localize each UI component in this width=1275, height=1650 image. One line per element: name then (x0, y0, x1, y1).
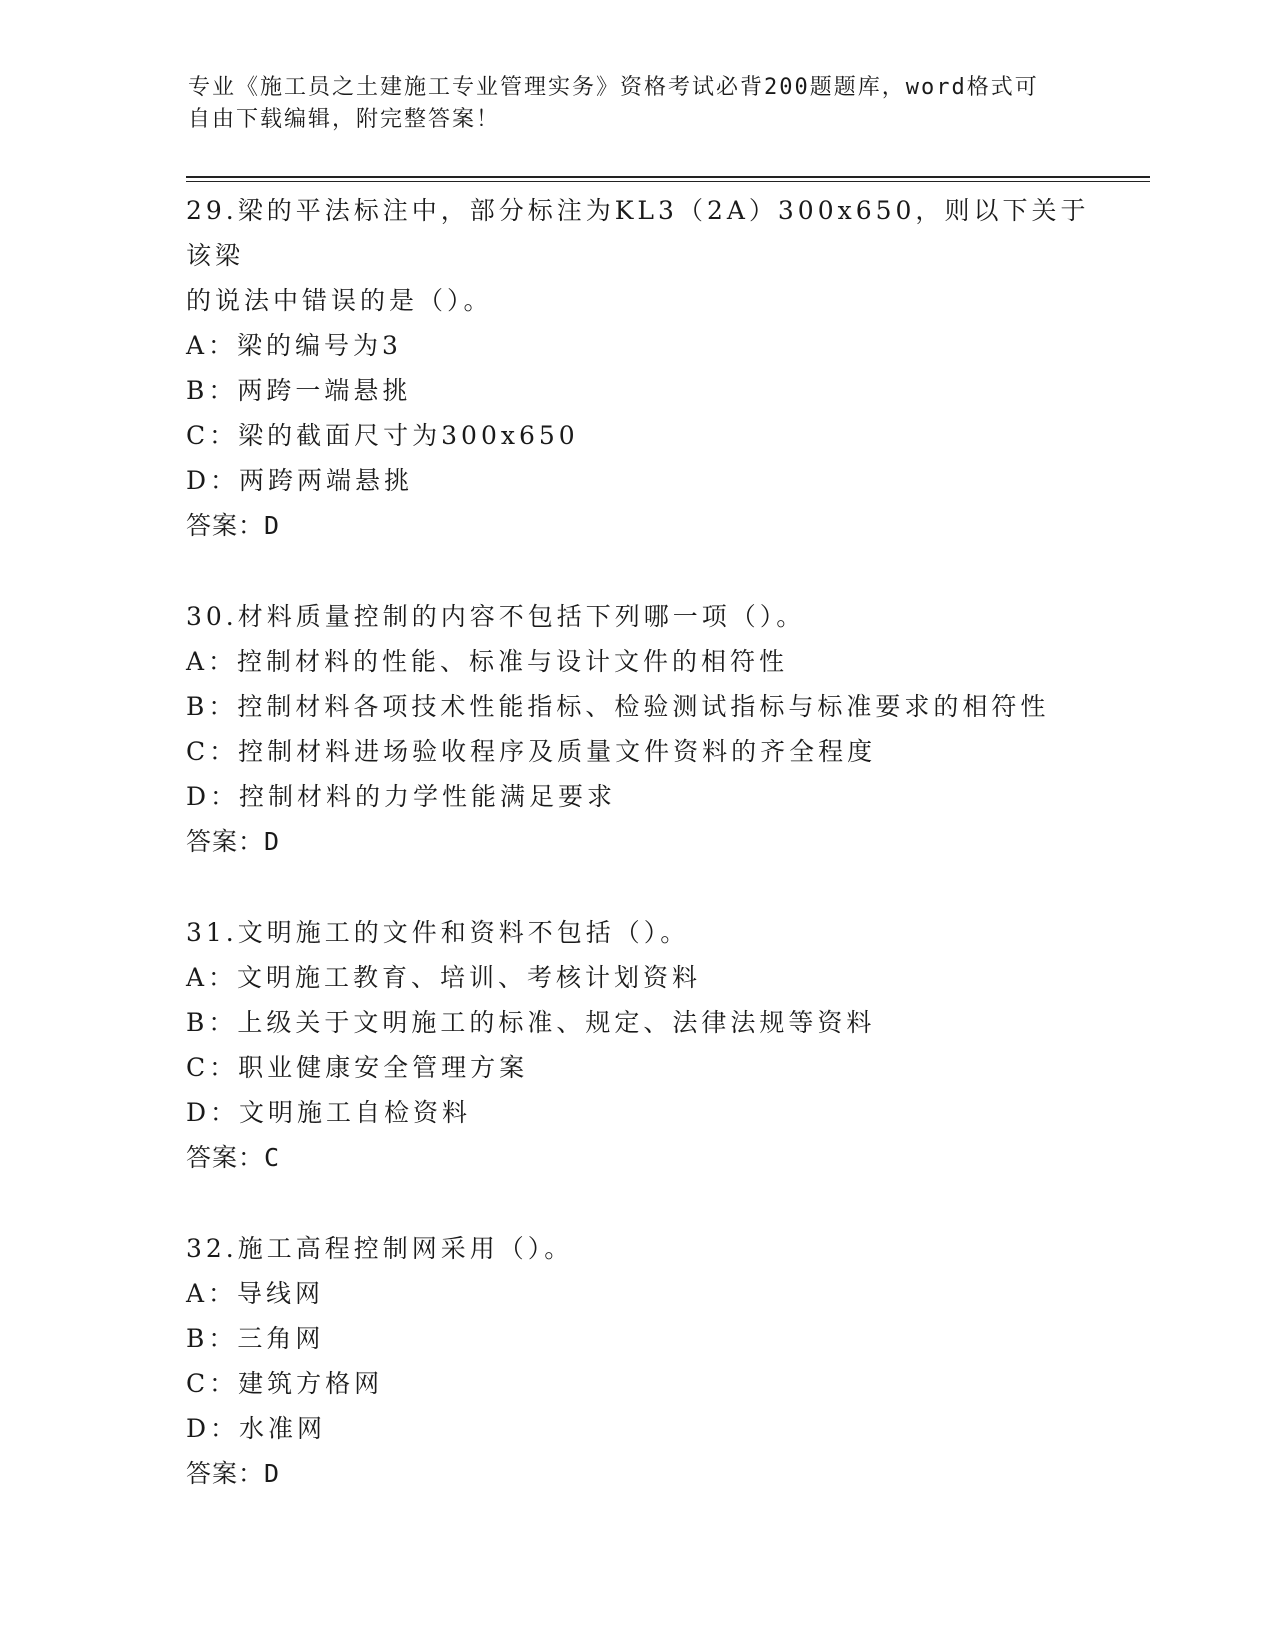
header-divider-thin (186, 181, 1150, 182)
option-a: A：文明施工教育、培训、考核计划资料 (186, 963, 702, 992)
option-c: C：职业健康安全管理方案 (186, 1053, 529, 1082)
question-stem: 30.材料质量控制的内容不包括下列哪一项（）。 (186, 602, 806, 631)
option-c: C：梁的截面尺寸为300x650 (186, 421, 579, 450)
question-stem: 31.文明施工的文件和资料不包括（）。 (186, 918, 690, 947)
option-d: D：两跨两端悬挑 (186, 466, 414, 495)
question-31 (186, 910, 1116, 1180)
header-divider-thick (186, 176, 1150, 178)
option-a: A：导线网 (186, 1279, 325, 1308)
option-a: A：控制材料的性能、标准与设计文件的相符性 (186, 647, 789, 676)
option-c: C：控制材料进场验收程序及质量文件资料的齐全程度 (186, 737, 877, 766)
question-list (186, 188, 1116, 1542)
page-header (188, 72, 1068, 136)
question-stem-continued: 的说法中错误的是（）。 (186, 286, 493, 315)
option-b: B：控制材料各项技术性能指标、检验测试指标与标准要求的相符性 (186, 692, 1050, 721)
answer: 答案：C (186, 1143, 281, 1172)
header-line-1: 专业《施工员之土建施工专业管理实务》资格考试必背200题题库，word格式可 (188, 75, 1039, 100)
question-stem: 32.施工高程控制网采用（）。 (186, 1234, 574, 1263)
answer: 答案：D (186, 827, 281, 856)
option-b: B：上级关于文明施工的标准、规定、法律法规等资料 (186, 1008, 876, 1037)
answer: 答案：D (186, 1459, 281, 1488)
header-line-2: 自由下载编辑，附完整答案！ (188, 107, 501, 132)
option-d: D：控制材料的力学性能满足要求 (186, 782, 617, 811)
question-32 (186, 1226, 1116, 1496)
question-30 (186, 594, 1116, 864)
question-29 (186, 188, 1116, 548)
option-b: B：两跨一端悬挑 (186, 376, 412, 405)
answer: 答案：D (186, 511, 281, 540)
option-a: A：梁的编号为3 (186, 331, 402, 360)
option-d: D：文明施工自检资料 (186, 1098, 472, 1127)
option-c: C：建筑方格网 (186, 1369, 384, 1398)
option-b: B：三角网 (186, 1324, 325, 1353)
question-stem: 29.梁的平法标注中，部分标注为KL3（2A）300x650，则以下关于该梁 (186, 196, 1090, 270)
option-d: D：水准网 (186, 1414, 327, 1443)
